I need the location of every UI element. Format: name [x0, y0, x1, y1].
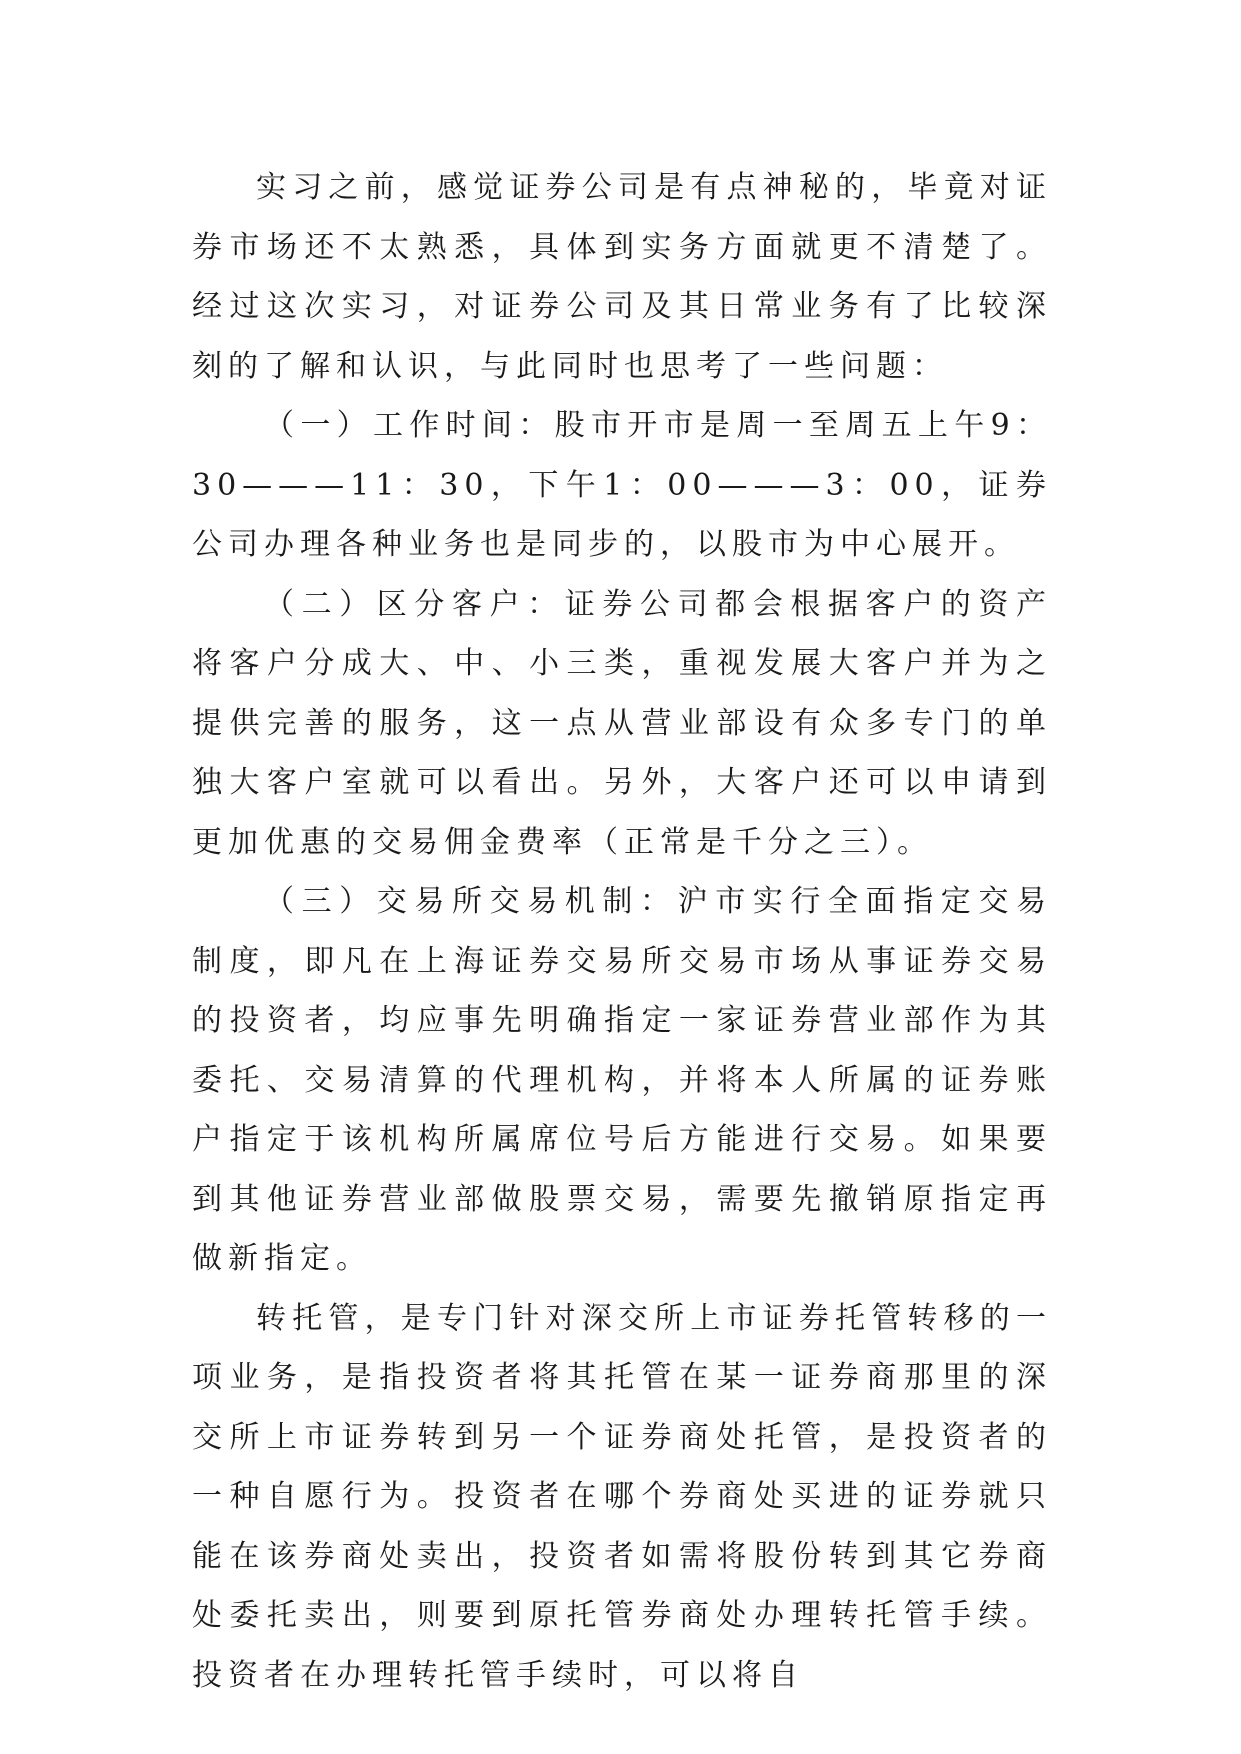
- paragraph-custody-transfer: 转托管，是专门针对深交所上市证券托管转移的一项业务，是指投资者将其托管在某一证券商那里的深交所上市证券转到另一个证券商处托管，是投资者的一种自愿行为。投资者在哪个券商处买进的证券就只能在该券商处卖出，投资者如需将股份转到其它券商处委托卖出，则要到原托管券商处办理转托管手续。投资者在办理转托管手续时，可以将自: [192, 1300, 1052, 1693]
- paragraph-client-classification: （二）区分客户：证券公司都会根据客户的资产将客户分成大、中、小三类，重视发展大客户并为之提供完善的服务，这一点从营业部设有众多专门的单独大客户室就可以看出。另外，大客户还可以申请到更加优惠的交易佣金费率（正常是千分之三）。: [192, 586, 1052, 860]
- paragraph-work-hours: （一）工作时间：股市开市是周一至周五上午9：30———11：30，下午1：00———3：00，证券公司办理各种业务也是同步的，以股市为中心展开。: [192, 408, 1052, 562]
- paragraph-exchange-mechanism: （三）交易所交易机制：沪市实行全面指定交易制度，即凡在上海证券交易所交易市场从事证券交易的投资者，均应事先明确指定一家证券营业部作为其委托、交易清算的代理机构，并将本人所属的证券账户指定于该机构所属席位号后方能进行交易。如果要到其他证券营业部做股票交易，需要先撤销原指定再做新指定。: [192, 884, 1052, 1276]
- document-body: [192, 158, 1052, 1705]
- paragraph-intro: 实习之前，感觉证券公司是有点神秘的，毕竟对证券市场还不太熟悉，具体到实务方面就更不清楚了。经过这次实习，对证券公司及其日常业务有了比较深刻的了解和认识，与此同时也思考了一些问题：: [192, 170, 1052, 384]
